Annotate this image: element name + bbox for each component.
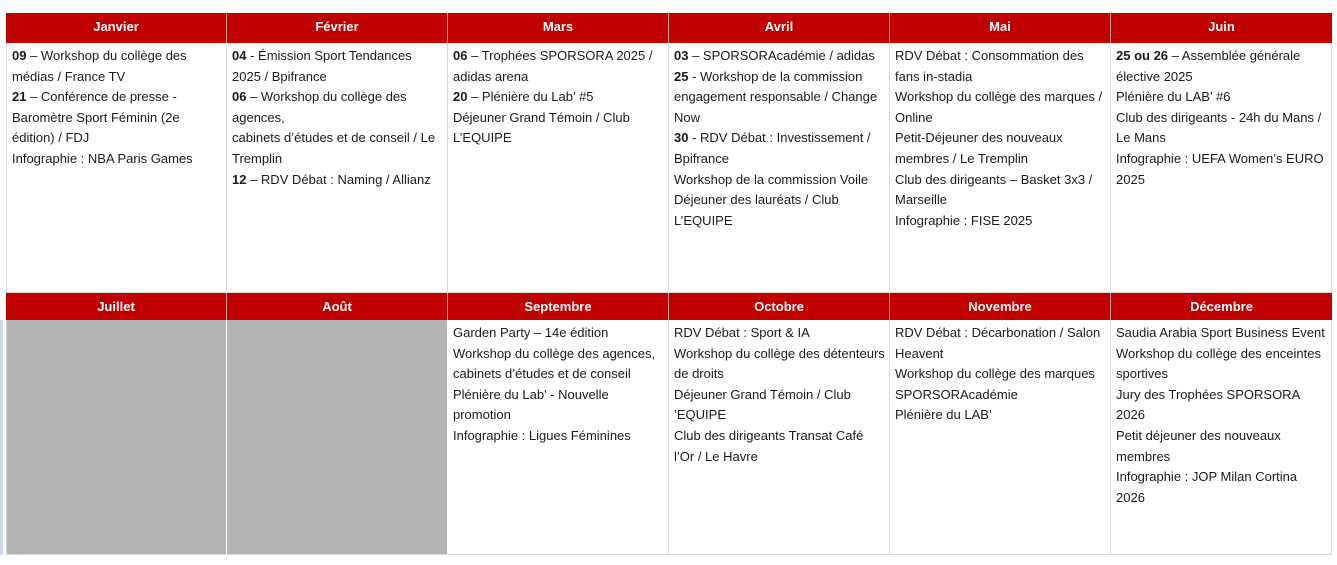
month-header-fevrier[interactable]: Février: [227, 13, 448, 43]
events-cell-aout[interactable]: [227, 320, 448, 555]
event-line: [674, 426, 885, 467]
month-header-octobre[interactable]: Octobre: [669, 293, 890, 320]
events-cell-juin[interactable]: [1111, 43, 1332, 293]
event-text: RDV Débat : Consommation des fans in-stadia: [895, 48, 1084, 84]
event-line: [674, 344, 885, 385]
event-text: Infographie : FISE 2025: [895, 212, 1033, 228]
event-text: Workshop du collège des agences,: [453, 345, 656, 361]
event-text: Infographie : JOP Milan Cortina 2026: [1116, 469, 1298, 505]
event-text: Petit-Déjeuner des nouveaux membres / Le Tremplin: [895, 130, 1063, 166]
event-date: 06: [232, 89, 247, 105]
event-line: [895, 405, 1106, 426]
event-text: Plénière du LAB’ #6: [1116, 89, 1231, 105]
event-line: [895, 87, 1106, 128]
event-text: Infographie : Ligues Féminines: [453, 427, 631, 443]
event-line: [453, 108, 664, 149]
row-selection-edge: [0, 320, 3, 555]
events-cell-janvier[interactable]: [6, 43, 227, 293]
event-text: – Workshop du collège des agences,: [232, 89, 407, 125]
event-text: Workshop du collège des enceintes sportives: [1116, 345, 1321, 382]
event-text: – Workshop du collège des médias / France TV: [12, 48, 187, 84]
event-line: [674, 170, 885, 191]
event-line: [895, 385, 1106, 406]
event-line: [453, 364, 664, 385]
event-text: – SPORSORAcadémie / adidas: [688, 48, 875, 63]
event-text: Club des dirigeants – Basket 3x3 / Marseille: [895, 171, 1093, 208]
event-line: [1116, 46, 1327, 87]
month-header-janvier[interactable]: Janvier: [6, 13, 227, 43]
event-date: 25 ou 26: [1116, 48, 1169, 63]
event-date: 20: [453, 89, 468, 105]
event-line: [895, 323, 1106, 364]
events-cell-novembre[interactable]: [890, 320, 1111, 555]
event-text: RDV Débat : Décarbonation / Salon Heavent: [895, 325, 1101, 361]
event-date: 09: [12, 48, 27, 63]
event-line: [1116, 467, 1327, 508]
event-text: – RDV Débat : Naming / Allianz: [246, 171, 431, 187]
event-text: - Workshop de la commission engagement responsable / Change Now: [674, 68, 878, 125]
event-line: [895, 364, 1106, 385]
calendar-table: [6, 0, 1332, 555]
event-line: [674, 67, 885, 129]
events-row-2: [6, 320, 1332, 555]
event-text: Workshop du collège des marques: [895, 366, 1095, 382]
event-text: Déjeuner Grand Témoin / Club ’EQUIPE: [674, 386, 851, 423]
event-line: [453, 385, 664, 426]
event-line: [453, 87, 664, 108]
event-line: [1116, 149, 1327, 190]
event-text: Plénière du Lab' - Nouvelle promotion: [453, 386, 609, 423]
event-text: SPORSORAcadémie: [895, 386, 1018, 402]
event-line: [895, 211, 1106, 232]
event-text: cabinets d’études et de conseil / Le Tremplin: [232, 130, 436, 166]
events-cell-avril[interactable]: [669, 43, 890, 293]
event-text: – Assemblée générale élective 2025: [1116, 48, 1301, 84]
event-line: [895, 46, 1106, 87]
event-text: Déjeuner Grand Témoin / Club L’EQUIPE: [453, 109, 630, 146]
month-header-mars[interactable]: Mars: [448, 13, 669, 43]
event-text: Infographie : NBA Paris Games: [12, 150, 193, 166]
event-date: 25: [674, 68, 689, 84]
event-line: [12, 87, 222, 149]
event-text: Garden Party – 14e édition: [453, 325, 609, 340]
month-header-juillet[interactable]: Juillet: [6, 293, 227, 320]
event-line: [1116, 385, 1327, 426]
events-cell-octobre[interactable]: [669, 320, 890, 555]
event-text: RDV Débat : Sport & IA: [674, 325, 810, 340]
events-cell-mai[interactable]: [890, 43, 1111, 293]
event-date: 12: [232, 171, 247, 187]
event-text: Workshop du collège des marques / Online: [895, 89, 1103, 125]
event-text: Workshop de la commission Voile: [674, 171, 869, 187]
event-text: – Conférence de presse - Baromètre Sport Féminin (2e édition) / FDJ: [12, 89, 180, 146]
event-line: [1116, 344, 1327, 385]
event-line: [232, 128, 443, 169]
event-text: Saudia Arabia Sport Business Event: [1116, 325, 1325, 340]
event-text: Plénière du LAB’: [895, 407, 992, 423]
month-header-mai[interactable]: Mai: [890, 13, 1111, 43]
event-text: Club des dirigeants - 24h du Mans / Le Mans: [1116, 109, 1322, 146]
events-cell-juillet[interactable]: [6, 320, 227, 555]
event-date: 06: [453, 48, 468, 63]
event-line: [232, 46, 443, 87]
event-date: 21: [12, 89, 27, 105]
month-header-septembre[interactable]: Septembre: [448, 293, 669, 320]
month-header-juin[interactable]: Juin: [1111, 13, 1332, 43]
event-date: 04: [232, 48, 247, 63]
month-header-row-1: [6, 13, 1332, 43]
event-line: [453, 344, 664, 365]
event-line: [453, 426, 664, 447]
event-line: [453, 323, 664, 344]
month-header-row-2: [6, 293, 1332, 320]
event-text: - Émission Sport Tendances 2025 / Bpifrance: [232, 48, 412, 84]
event-text: Club des dirigeants Transat Café l’Or / Le Havre: [674, 427, 864, 464]
event-line: [232, 87, 443, 128]
event-text: – Trophées SPORSORA 2025 / adidas arena: [453, 48, 653, 84]
event-text: Déjeuner des lauréats / Club L’EQUIPE: [674, 192, 839, 228]
event-line: [674, 323, 885, 344]
event-line: [674, 128, 885, 169]
event-text: Workshop du collège des détenteurs de droits: [674, 345, 885, 382]
event-line: [895, 128, 1106, 169]
event-line: [1116, 87, 1327, 108]
event-line: [12, 149, 222, 170]
event-line: [1116, 426, 1327, 467]
event-line: [895, 170, 1106, 211]
events-cell-fevrier[interactable]: [227, 43, 448, 293]
event-date: 30: [674, 130, 689, 146]
event-line: [674, 385, 885, 426]
event-text: cabinets d’études et de conseil: [453, 366, 631, 382]
event-line: [1116, 323, 1327, 344]
events-cell-mars[interactable]: [448, 43, 669, 293]
month-header-novembre[interactable]: Novembre: [890, 293, 1111, 320]
event-text: Infographie : UEFA Women’s EURO 2025: [1116, 150, 1324, 187]
month-header-avril[interactable]: Avril: [669, 13, 890, 43]
event-line: [674, 190, 885, 231]
event-line: [12, 46, 222, 87]
event-line: [1116, 108, 1327, 149]
events-cell-decembre[interactable]: [1111, 320, 1332, 555]
event-text: – Plénière du Lab’ #5: [467, 89, 594, 105]
month-header-aout[interactable]: Août: [227, 293, 448, 320]
event-date: 03: [674, 48, 689, 63]
events-row-1: [6, 43, 1332, 293]
event-line: [453, 46, 664, 87]
event-text: - RDV Débat : Investissement / Bpifrance: [674, 130, 871, 166]
event-line: [232, 170, 443, 191]
event-text: Jury des Trophées SPORSORA 2026: [1116, 386, 1300, 423]
events-cell-septembre[interactable]: [448, 320, 669, 555]
month-header-decembre[interactable]: Décembre: [1111, 293, 1332, 320]
event-text: Petit déjeuner des nouveaux membres: [1116, 427, 1281, 464]
event-line: [674, 46, 885, 67]
